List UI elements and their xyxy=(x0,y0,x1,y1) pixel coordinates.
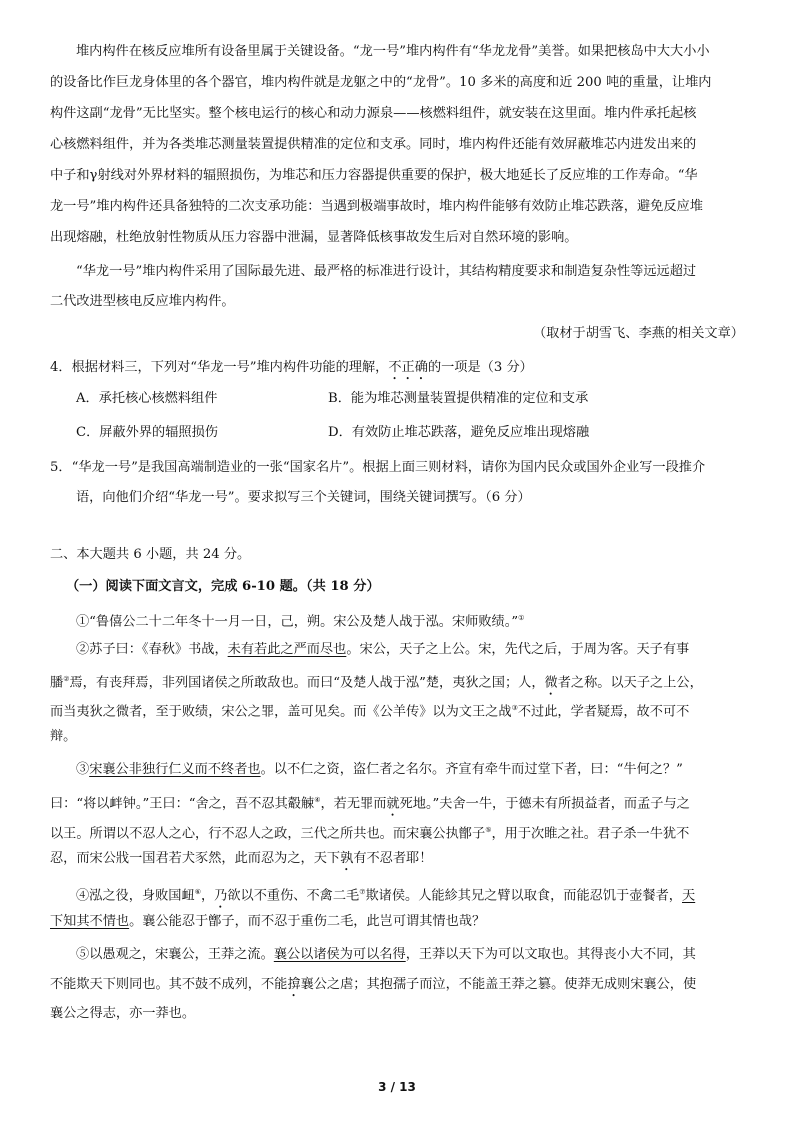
text: 不过此，学者疑焉，故不可不 xyxy=(517,704,690,720)
classical-para-2-line-2 xyxy=(50,669,703,698)
text: 膰 xyxy=(50,675,64,691)
para1-line-6: 龙一号”堆内构件还具备独特的二次支承功能：当遇到极端事故时，堆内构件能够有效防止堆芯跌落，避免反应堆 xyxy=(50,199,703,214)
classical-para-3-line-2 xyxy=(50,790,690,819)
classical-para-4-line-1 xyxy=(76,882,695,911)
q4-stem-after: 的一项是（3 分） xyxy=(427,360,533,375)
question-5-line-1: 5．“华龙一号”是我国高端制造业的一张“国家名片”。根据上面三则材料，请你为国内民众或国外企业写一段推介 xyxy=(50,460,706,475)
footnote-mark: ⑤ xyxy=(485,826,492,834)
classical-para-2-line-1 xyxy=(76,640,689,660)
dotted-char: 就 xyxy=(386,796,400,812)
para1-line-1: 堆内构件在核反应堆所有设备里属于关键设备。“龙一号”堆内构件有“华龙龙骨”美誉。如果把核岛中大大小小 xyxy=(76,44,710,59)
underlined-sentence: 天 xyxy=(682,888,696,904)
footnote-mark: ④ xyxy=(314,796,321,804)
text: 。宋公，天子之上公。宋，先代之后，于周为客。天子有事 xyxy=(346,642,690,657)
text: 曰：“将以衅钟。”王曰：“舍之，吾不忍其觳觫 xyxy=(50,796,315,812)
dotted-char: 揜 xyxy=(287,977,301,992)
para1-line-4: 心核燃料组件，并为各类堆芯测量装置提供精准的定位和支承。同时，堆内构件还能有效屏蔽堆芯内进发出来的 xyxy=(50,137,697,152)
classical-para-1 xyxy=(76,608,524,632)
q4-option-c: C．屏蔽外界的辐照损伤 xyxy=(76,425,218,440)
underlined-sentence: 襄公以诸侯为可以名得 xyxy=(273,947,406,962)
text: ，若无罪而 xyxy=(320,796,387,812)
q4-option-b: B．能为堆芯测量装置提供精准的定位和支承 xyxy=(328,391,589,406)
text: ⑤以愚观之，宋襄公，王莽之流。 xyxy=(76,947,274,962)
text: 有不忍者耶！ xyxy=(353,851,433,866)
classical-para-5-line-1 xyxy=(76,945,696,965)
footnote-mark: ⑥ xyxy=(194,888,201,896)
footnote-mark: ⑦ xyxy=(359,888,366,896)
question-4 xyxy=(50,358,533,383)
footnote-mark: ② xyxy=(63,675,70,683)
q4-emphasis: 不正确 xyxy=(388,360,428,375)
classical-para-5-line-3: 襄公之得志，亦一莽也。 xyxy=(50,1006,196,1021)
underlined-sentence: 未有若此之严而尽也 xyxy=(227,642,347,657)
subsection-heading: （一）阅读下面文言文，完成 6-10 题。（共 18 分） xyxy=(66,579,380,594)
para1-line-7: 出现熔融，杜绝放射性物质从压力容器中泄漏，显著降低核事故发生后对自然环境的影响。 xyxy=(50,230,578,245)
para2-line-2: 二代改进型核电反应堆内构件。 xyxy=(50,294,235,309)
page-number: 3 / 13 xyxy=(378,1080,416,1094)
para1-line-2: 的设备比作巨龙身体里的各个器官，堆内构件就是龙躯之中的“龙骨”。10 多米的高度和近 200 吨的重量，让堆内 xyxy=(50,75,712,90)
text: ②苏子曰：《春秋》书战， xyxy=(76,642,228,657)
text: 欺诸侯。人能紾其兄之臂以取食，而能忍饥于壶餐者， xyxy=(365,888,682,904)
footnote-mark: ① xyxy=(518,614,525,622)
text: 欲以不重伤、不禽二毛 xyxy=(227,888,360,904)
q4-stem-before: 4．根据材料三，下列对“华龙一号”堆内构件功能的理解， xyxy=(50,360,389,375)
dotted-char: 微 xyxy=(544,675,558,691)
dotted-char: 乃 xyxy=(214,888,228,904)
text: ，王莽以天下为可以文取也。其得丧小大不同，其 xyxy=(405,947,696,962)
text: 。以不仁之资，盗仁者之名尔。齐宣有牵牛而过堂下者，曰：“牛何之？” xyxy=(260,762,683,777)
classical-para-2-line-3 xyxy=(50,698,689,722)
para1-line-5: 中子和γ射线对外界材料的辐照损伤，为堆芯和压力容器提供重要的保护，极大地延长了反应堆的工作寿命。“华 xyxy=(50,168,698,183)
text: 襄公之虐；其抱孺子而泣，不能盖王莽之篡。使莽无成则宋襄公，使 xyxy=(300,977,697,992)
section-2-heading: 二、本大题共 6 小题，共 24 分。 xyxy=(50,547,251,562)
underlined-sentence: 下知其不情也 xyxy=(50,914,130,929)
text: 焉，有丧拜焉，非列国诸侯之所敢敌也。而曰“及楚人战于泓”楚，夷狄之国；人， xyxy=(69,675,545,691)
text: 。襄公能忍于鄫子，而不忍于重伤二毛，此岂可谓其情也哉？ xyxy=(129,914,486,929)
classical-para-3-line-3 xyxy=(50,820,689,844)
classical-para-4-line-2 xyxy=(50,912,485,932)
text: ，用于次睢之社。君子杀一牛犹不 xyxy=(491,826,690,842)
text: 不能欺天下则同也。其不鼓不成列，不能 xyxy=(50,977,288,992)
text: 忍，而宋公戕一国君若犬豕然，此而忍为之，天下 xyxy=(50,851,341,866)
footnote-mark: ③ xyxy=(511,704,518,712)
classical-para-2-line-4: 辩。 xyxy=(50,729,77,744)
question-5-line-2: 语，向他们介绍“华龙一号”。要求拟写三个关键词，围绕关键词撰写。（6 分） xyxy=(76,490,531,505)
q4-option-a: A．承托核心核燃料组件 xyxy=(76,391,218,406)
classical-para-5-line-2 xyxy=(50,975,696,1000)
classical-para-1-text: ①“鲁僖公二十二年冬十一月一日，己，朔。宋公及楚人战于泓。宋师败绩。” xyxy=(76,614,519,630)
q4-option-d: D．有效防止堆芯跌落，避免反应堆出现熔融 xyxy=(328,425,590,440)
source-citation: （取材于胡雪飞、李燕的相关文章） xyxy=(533,326,744,341)
text: 而当夷狄之微者，至于败绩，宋公之罪，盖可见矣。而《公羊传》以为文王之战 xyxy=(50,704,512,720)
text: ③ xyxy=(76,762,90,777)
text: 者之称。以天子之上公， xyxy=(557,675,703,691)
para1-line-3: 构件这副“龙骨”无比坚实。整个核电运行的核心和动力源泉——核燃料组件，就安装在这里面。堆内件承托起核 xyxy=(50,106,697,121)
text: 以王。所谓以不忍人之心，行不忍人之政，三代之所共也。而宋襄公执鄫子 xyxy=(50,826,486,842)
classical-para-3-line-4 xyxy=(50,849,432,874)
dotted-char: 孰 xyxy=(340,851,354,866)
classical-para-3-line-1 xyxy=(76,760,683,780)
underlined-sentence: 宋襄公非独行仁义而不终者也 xyxy=(89,762,261,777)
text: ， xyxy=(200,888,215,904)
para2-line-1: “华龙一号”堆内构件采用了国际最先进、最严格的标准进行设计，其结构精度要求和制造复杂性等远远超过 xyxy=(76,264,697,279)
text: ④泓之役，身败国衄 xyxy=(76,888,195,904)
text: 死地。”夫舍一牛，于德未有所损益者，而孟子与之 xyxy=(399,796,690,812)
